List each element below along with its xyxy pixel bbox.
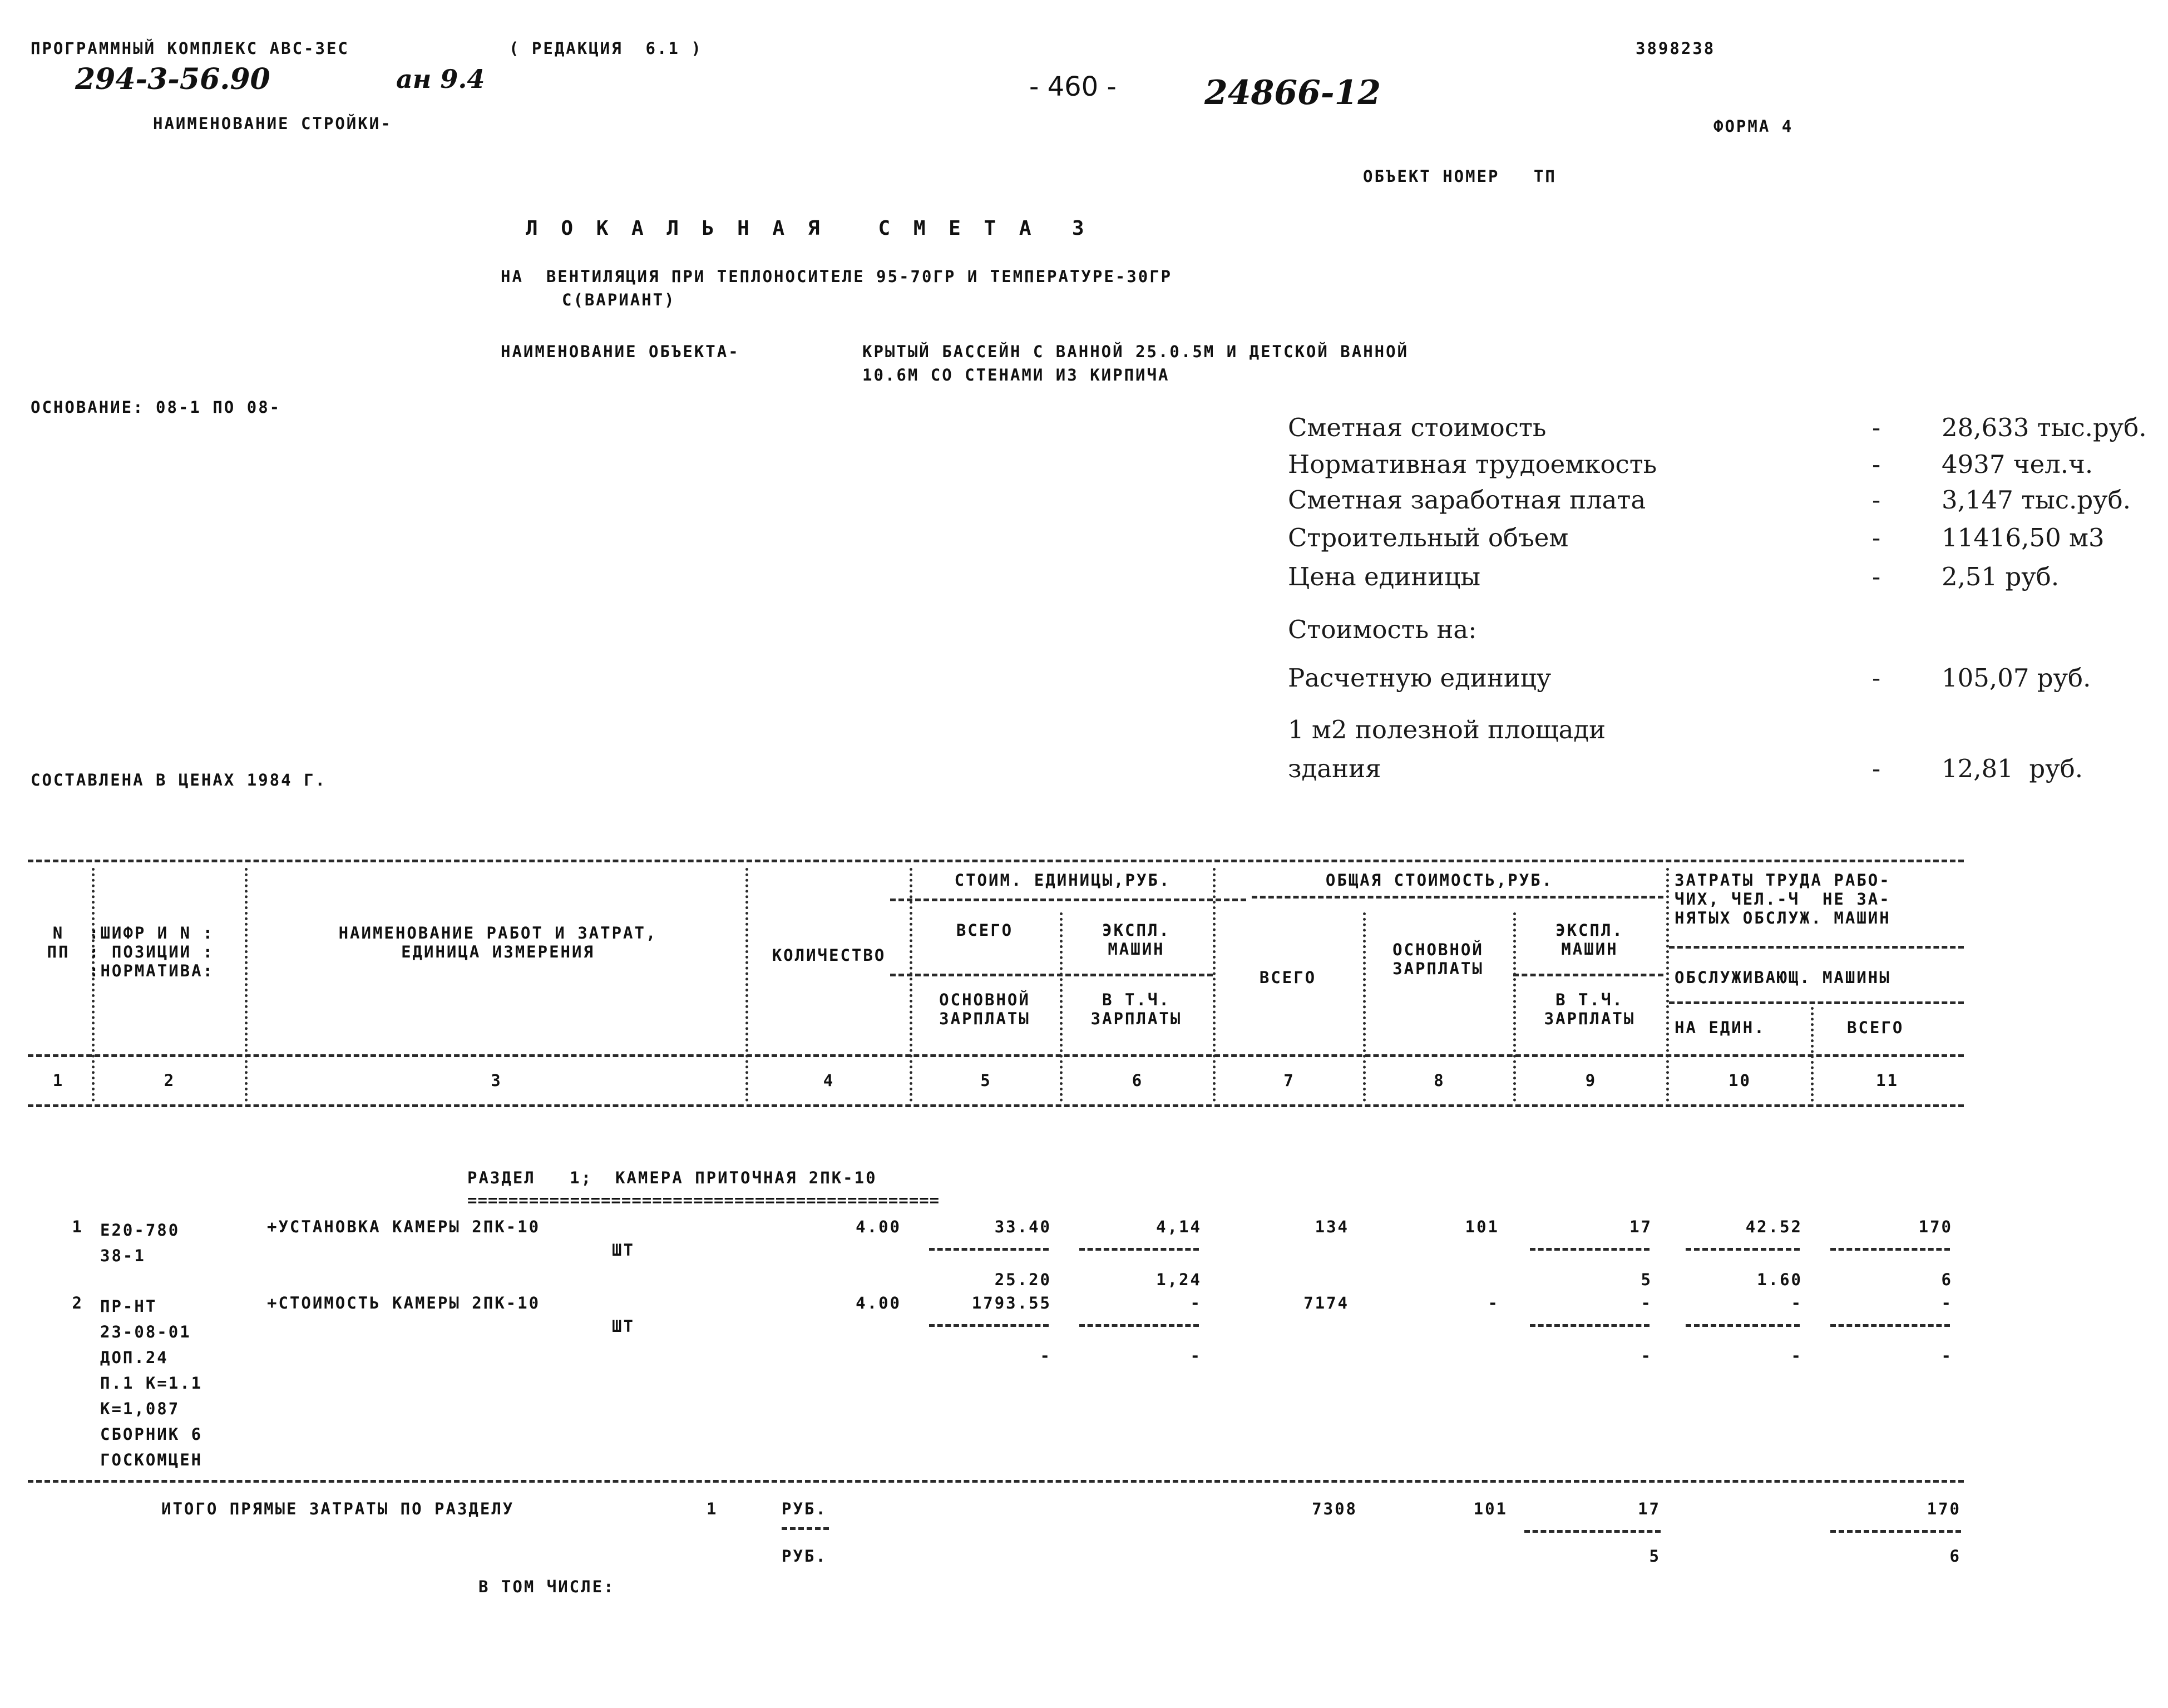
- estimate-subject: НА ВЕНТИЛЯЦИЯ ПРИ ТЕПЛОНОСИТЕЛЕ 95-70ГР И ТЕМПЕРАТУРЕ-30ГР: [501, 267, 1173, 286]
- column-number: 10: [1729, 1071, 1751, 1090]
- handwritten-code: 294-3-56.90: [75, 62, 270, 96]
- labor-rule-1: [1669, 946, 1964, 949]
- cell-rule: [1830, 1248, 1950, 1251]
- row-unit: ШТ: [612, 1241, 635, 1260]
- row-number: 2: [72, 1294, 83, 1312]
- header-labor: ЗАТРАТЫ ТРУДА РАБО- ЧИХ, ЧЕЛ.-Ч НЕ ЗА- НЯТЫХ ОБСЛУЖ. МАШИН: [1675, 871, 1891, 927]
- totals-col7: 7308: [1312, 1499, 1357, 1518]
- totals-section-number: 1: [707, 1499, 718, 1518]
- row-cell-c6: -: [1190, 1294, 1202, 1312]
- column-number: 9: [1585, 1071, 1597, 1090]
- row-name: +УСТАНОВКА КАМЕРЫ 2ПК-10: [267, 1217, 541, 1236]
- cell-rule: [1686, 1248, 1800, 1251]
- header-col1: N ПП: [47, 924, 70, 961]
- col-sep: [745, 868, 748, 1102]
- row-cell-c8: 101: [1465, 1217, 1499, 1236]
- row-cell-c11: -: [1941, 1294, 1953, 1312]
- handwritten-inventory: 24866-12: [1204, 73, 1381, 112]
- header-total-incl-wage: В Т.Ч. ЗАРПЛАТЫ: [1544, 990, 1636, 1028]
- summary-label: Расчетную единицу: [1288, 663, 1552, 693]
- object-name-line2: 10.6М СО СТЕНАМИ ИЗ КИРПИЧА: [862, 366, 1170, 384]
- summary-dash: -: [1872, 754, 1881, 783]
- summary-dash: -: [1872, 523, 1881, 552]
- totals-col11-wage: 6: [1949, 1547, 1961, 1566]
- program-edition: ( РЕДАКЦИЯ 6.1 ): [509, 39, 703, 58]
- summary-value: 2,51 руб.: [1942, 562, 2060, 591]
- summary-label: Стоимость на:: [1288, 615, 1477, 644]
- row-name: +СТОИМОСТЬ КАМЕРЫ 2ПК-10: [267, 1294, 541, 1312]
- column-number: 4: [823, 1071, 835, 1090]
- row-cell-c7: 7174: [1303, 1294, 1349, 1312]
- estimate-variant: С(ВАРИАНТ): [562, 290, 676, 309]
- summary-label: Нормативная трудоемкость: [1288, 450, 1657, 479]
- summary-value: 28,633 тыс.руб.: [1942, 413, 2147, 442]
- row-cell-c9: 17: [1629, 1217, 1652, 1236]
- section-title: РАЗДЕЛ 1; КАМЕРА ПРИТОЧНАЯ 2ПК-10: [467, 1168, 877, 1187]
- totals-col9: 17: [1638, 1499, 1661, 1518]
- row-wage-c9: 5: [1641, 1270, 1652, 1289]
- row-wage-c10: 1.60: [1757, 1270, 1802, 1289]
- total-cost-rule: [1252, 896, 1663, 899]
- object-name-line1: КРЫТЫЙ БАССЕЙН С ВАННОЙ 25.0.5М И ДЕТСКОЙ ВАННОЙ: [862, 342, 1409, 361]
- page-number: - 460 -: [1029, 71, 1117, 102]
- summary-dash: -: [1872, 562, 1881, 591]
- labor-rule-2: [1669, 1001, 1964, 1004]
- col-sep: [92, 868, 95, 1102]
- summary-dash: -: [1872, 450, 1881, 479]
- object-name-label: НАИМЕНОВАНИЕ ОБЪЕКТА-: [501, 342, 740, 361]
- column-number: 3: [491, 1071, 502, 1090]
- header-col2: :ШИФР И N : : ПОЗИЦИИ : :НОРМАТИВА:: [89, 924, 215, 980]
- column-number: 5: [980, 1071, 992, 1090]
- header-labor-machines: ОБСЛУЖИВАЮЩ. МАШИНЫ: [1675, 968, 1891, 987]
- cell-rule: [1530, 1248, 1650, 1251]
- total-machines-rule: [1513, 974, 1663, 976]
- header-per-unit: НА ЕДИН.: [1675, 1018, 1766, 1037]
- section-underline: ==============================================: [467, 1191, 940, 1210]
- totals-unit-rule: [782, 1527, 829, 1530]
- header-top-rule: [28, 860, 1964, 862]
- row-unit: ШТ: [612, 1317, 635, 1336]
- totals-unit-1: РУБ.: [782, 1499, 827, 1518]
- summary-label: Сметная стоимость: [1288, 413, 1547, 442]
- summary-value: 105,07 руб.: [1942, 663, 2091, 693]
- header-unit-incl-wage: В Т.Ч. ЗАРПЛАТЫ: [1090, 990, 1182, 1028]
- program-name: ПРОГРАММНЫЙ КОМПЛЕКС АВС-3ЕС: [31, 39, 349, 58]
- row-quantity: 4.00: [856, 1294, 901, 1312]
- cell-rule: [929, 1248, 1049, 1251]
- row-cell-c9: -: [1641, 1294, 1652, 1312]
- header-total-cost: ОБЩАЯ СТОИМОСТЬ,РУБ.: [1325, 871, 1554, 890]
- header-labor-total: ВСЕГО: [1847, 1018, 1904, 1037]
- numbers-bottom-rule: [28, 1104, 1964, 1107]
- row-cell-c5: 33.40: [994, 1217, 1051, 1236]
- col-sep: [245, 868, 248, 1102]
- header-unit-cost: СТОИМ. ЕДИНИЦЫ,РУБ.: [954, 871, 1171, 890]
- totals-label: ИТОГО ПРЯМЫЕ ЗАТРАТЫ ПО РАЗДЕЛУ: [161, 1499, 515, 1518]
- header-total-base-wage: ОСНОВНОЙ ЗАРПЛАТЫ: [1392, 940, 1484, 978]
- row-quantity: 4.00: [856, 1217, 901, 1236]
- summary-value: 12,81 руб.: [1942, 754, 2083, 783]
- prices-year: СОСТАВЛЕНА В ЦЕНАХ 1984 Г.: [31, 771, 327, 789]
- totals-col11-rule: [1830, 1530, 1961, 1533]
- row-wage-c6: 1,24: [1156, 1270, 1202, 1289]
- column-number: 11: [1876, 1071, 1899, 1090]
- summary-label: Сметная заработная плата: [1288, 485, 1646, 515]
- cell-rule: [1079, 1324, 1199, 1327]
- cell-rule: [1830, 1324, 1950, 1327]
- header-unit-machines: ЭКСПЛ. МАШИН: [1102, 921, 1171, 959]
- row-code: ПР-НТ 23-08-01 ДОП.24 П.1 К=1.1 К=1,087 СБОРНИК 6 ГОСКОМЦЕН: [100, 1297, 203, 1469]
- summary-value: 3,147 тыс.руб.: [1942, 485, 2131, 515]
- header-unit-total: ВСЕГО: [956, 921, 1014, 940]
- row-wage-c10: -: [1791, 1346, 1802, 1365]
- unit-cost-rule: [890, 899, 1246, 901]
- totals-unit-2: РУБ.: [782, 1547, 827, 1566]
- header-bottom-rule: [28, 1054, 1964, 1057]
- basis-label: ОСНОВАНИЕ: 08-1 ПО 08-: [31, 398, 282, 417]
- row-number: 1: [72, 1217, 83, 1236]
- estimate-title: Л О К А Л Ь Н А Я С М Е Т А 3: [526, 217, 1090, 240]
- summary-value: 4937 чел.ч.: [1942, 450, 2093, 479]
- row-wage-c11: -: [1941, 1346, 1953, 1365]
- cell-rule: [1686, 1324, 1800, 1327]
- cell-rule: [929, 1324, 1049, 1327]
- totals-col8: 101: [1473, 1499, 1508, 1518]
- row-cell-c10: 42.52: [1745, 1217, 1802, 1236]
- column-number: 8: [1434, 1071, 1445, 1090]
- header-total-machines: ЭКСПЛ. МАШИН: [1555, 921, 1624, 959]
- col-sep: [1666, 868, 1669, 1102]
- cell-rule: [1079, 1248, 1199, 1251]
- summary-label: 1 м2 полезной площади: [1288, 715, 1606, 744]
- totals-top-rule: [28, 1480, 1964, 1483]
- cell-rule: [1530, 1324, 1650, 1327]
- column-number: 2: [164, 1071, 176, 1090]
- row-wage-c6: -: [1190, 1346, 1202, 1365]
- row-wage-c9: -: [1641, 1346, 1652, 1365]
- header-total-all: ВСЕГО: [1259, 968, 1317, 987]
- unit-cost-mid-rule: [890, 974, 1213, 976]
- handwritten-sheet: ан 9.4: [396, 64, 485, 94]
- col-sep: [910, 868, 912, 1102]
- totals-col9-wage: 5: [1649, 1547, 1661, 1566]
- form-label: ФОРМА 4: [1713, 117, 1794, 136]
- row-code: Е20-780 38-1: [100, 1221, 180, 1265]
- totals-col9-rule: [1524, 1530, 1661, 1533]
- row-cell-c8: -: [1488, 1294, 1499, 1312]
- header-col4: КОЛИЧЕСТВО: [772, 946, 886, 965]
- row-wage-c5: 25.20: [994, 1270, 1051, 1289]
- row-cell-c7: 134: [1315, 1217, 1349, 1236]
- row-cell-c10: -: [1791, 1294, 1802, 1312]
- row-cell-c6: 4,14: [1156, 1217, 1202, 1236]
- summary-dash: -: [1872, 413, 1881, 442]
- column-number: 7: [1283, 1071, 1295, 1090]
- totals-including: В ТОМ ЧИСЛЕ:: [478, 1577, 615, 1596]
- summary-dash: -: [1872, 663, 1881, 693]
- row-cell-c11: 170: [1918, 1217, 1953, 1236]
- column-number: 1: [52, 1071, 65, 1090]
- summary-label: Строительный объем: [1288, 523, 1569, 552]
- header-unit-base-wage: ОСНОВНОЙ ЗАРПЛАТЫ: [939, 990, 1030, 1028]
- row-cell-c5: 1793.55: [971, 1294, 1051, 1312]
- header-col3: НАИМЕНОВАНИЕ РАБОТ И ЗАТРАТ, ЕДИНИЦА ИЗМЕРЕНИЯ: [338, 924, 658, 961]
- summary-dash: -: [1872, 485, 1881, 515]
- row-wage-c5: -: [1040, 1346, 1051, 1365]
- column-number: 6: [1132, 1071, 1144, 1090]
- totals-col11: 170: [1927, 1499, 1961, 1518]
- construction-name-label: НАИМЕНОВАНИЕ СТРОЙКИ-: [153, 114, 392, 133]
- document-number: 3898238: [1636, 39, 1716, 58]
- summary-label: Цена единицы: [1288, 562, 1481, 591]
- object-number: ОБЪЕКТ НОМЕР ТП: [1363, 167, 1557, 186]
- summary-value: 11416,50 м3: [1942, 523, 2105, 552]
- row-wage-c11: 6: [1941, 1270, 1953, 1289]
- summary-label: здания: [1288, 754, 1381, 783]
